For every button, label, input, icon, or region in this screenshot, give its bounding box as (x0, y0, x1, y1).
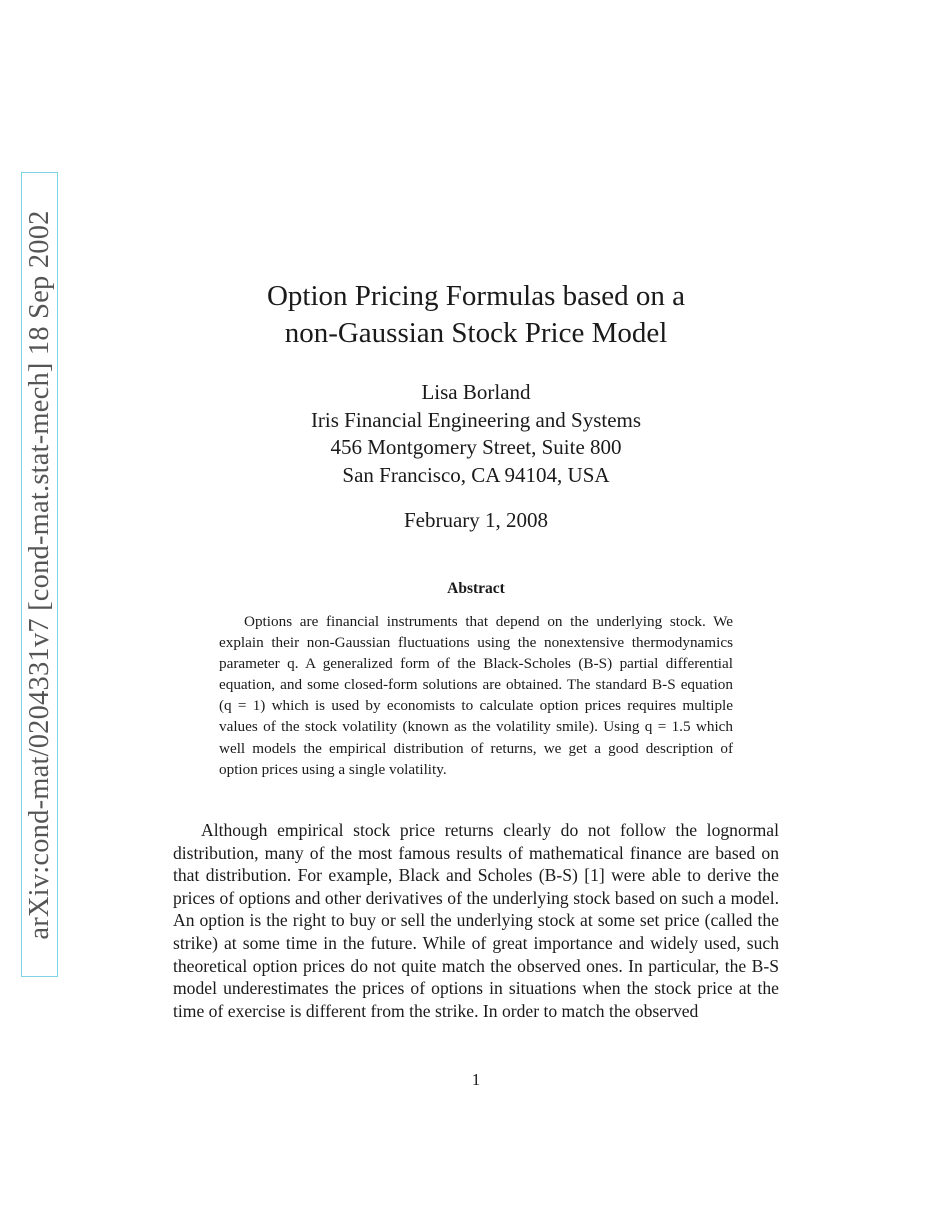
paper-date: February 1, 2008 (403, 508, 549, 532)
author-affiliation: Iris Financial Engineering and Systems (310, 407, 642, 432)
paper-title (0, 278, 952, 352)
abstract-heading: Abstract (447, 580, 505, 597)
author-city: San Francisco, CA 94104, USA (342, 462, 610, 487)
abstract-text: Options are financial instruments that depend on the underlying stock. We explain their non-Gaussian fluctuations using the nonextensive thermodynamics parameter q. A generalized form of the Black-Scholes (B-S) partial differential equation, and some closed-form solutions are obtained. The standard B-S equation (q = 1) which is used by economists to calculate option prices requires multiple values of the stock volatility (known as the volatility smile). Using q = 1.5 which well models the empirical distribution of returns, we get a good description of option prices using a single volatility. (219, 613, 733, 778)
arxiv-stamp-text: arXiv:cond-mat/0204331v7 [cond-mat.stat-mech] 18 Sep 2002 (23, 209, 55, 940)
body-paragraph: Although empirical stock price returns clearly do not follow the lognormal distribution, many of the most famous results of mathematical finance are based on that distribution. For example, Black and Scholes (B-S) [1] were able to derive the prices of options and other derivatives of the underlying stock based on such a model. An option is the right to buy or sell the underlying stock at some set price (called the strike) at some time in the future. While of great importance and widely used, such theoretical option prices do not quite match the observed ones. In particular, the B-S model underestimates the prices of options in situations when the stock price at the time of exercise is different from the strike. In order to match the observed (173, 820, 779, 1021)
author-name: Lisa Borland (421, 380, 531, 404)
author-block (0, 379, 952, 489)
author-street: 456 Montgomery Street, Suite 800 (330, 435, 622, 459)
title-line-2: non-Gaussian Stock Price Model (284, 317, 668, 349)
page-number: 1 (471, 1070, 481, 1089)
title-line-1: Option Pricing Formulas based on a (266, 280, 686, 312)
